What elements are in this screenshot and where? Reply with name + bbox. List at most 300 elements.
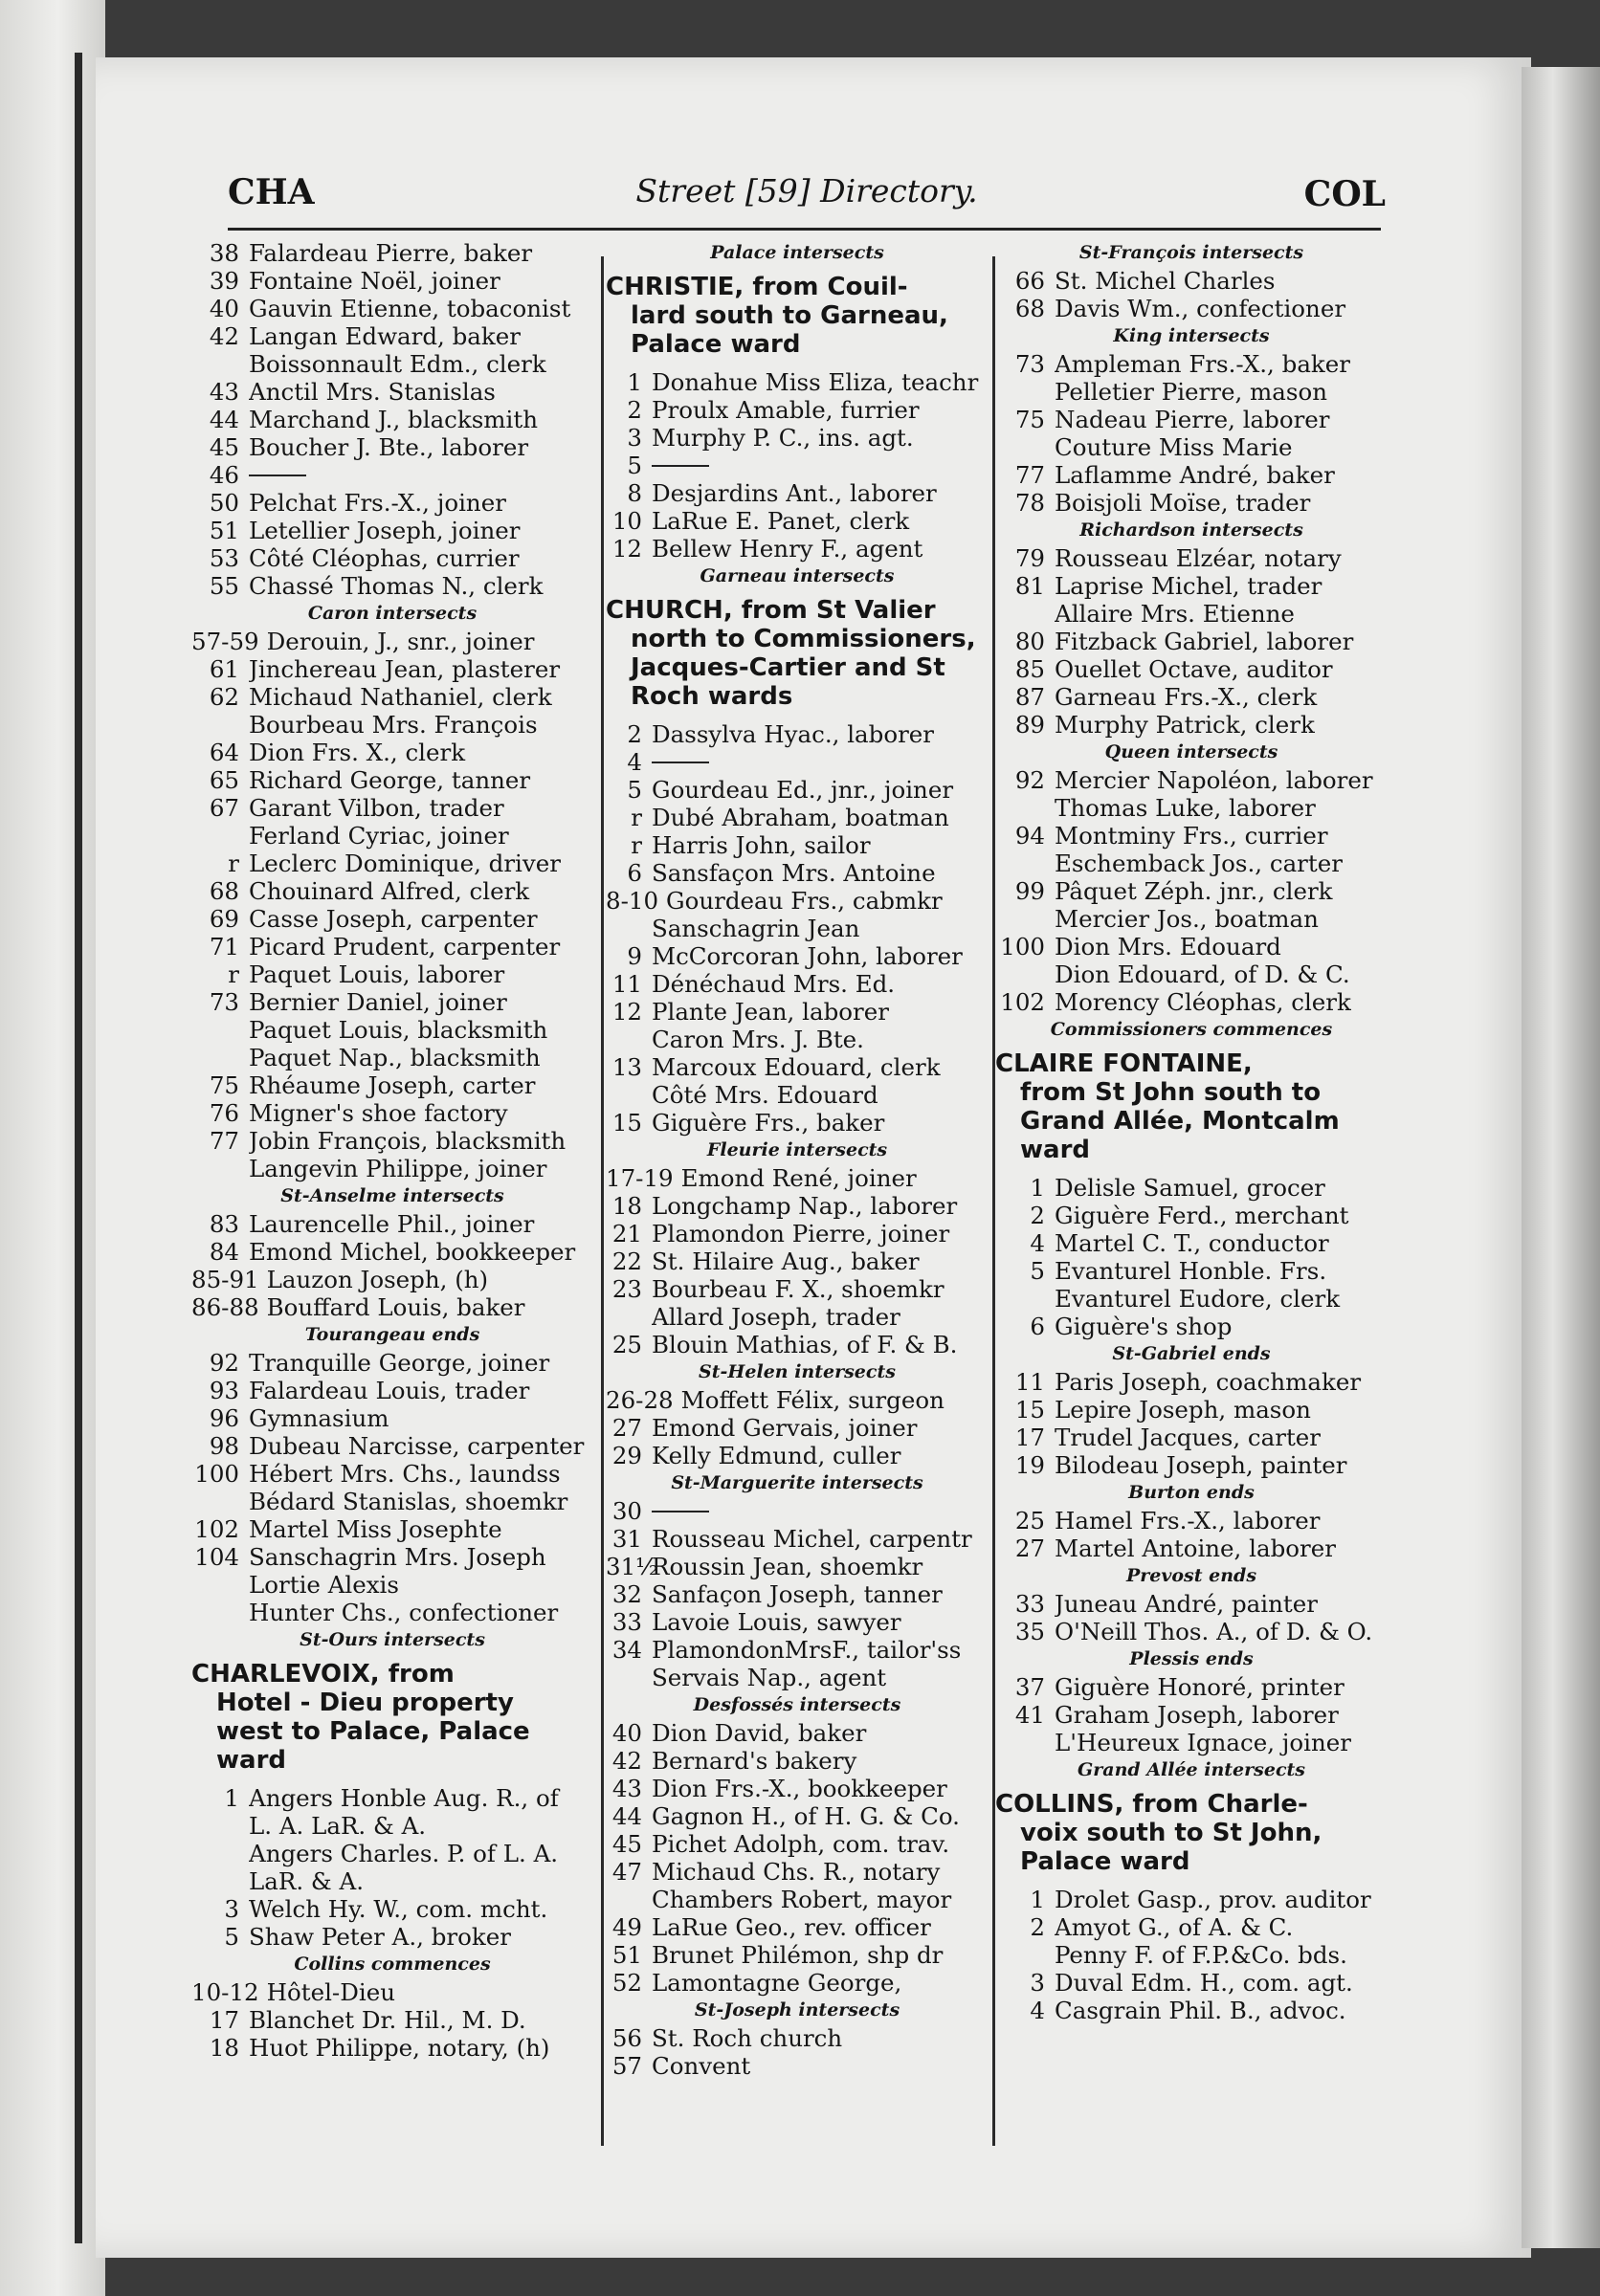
- resident-name: Penny F. of F.P.&Co. bds.: [1055, 1941, 1347, 1969]
- resident-name: McCorcoran John, laborer: [652, 942, 963, 970]
- resident-name: Graham Joseph, laborer: [1055, 1701, 1339, 1729]
- cross-street-note: Garneau intersects: [700, 565, 895, 586]
- directory-entry: [191, 433, 593, 461]
- resident-name: Hébert Mrs. Chs., laundss: [249, 1460, 561, 1488]
- resident-name: Dubeau Narcisse, carpenter: [249, 1432, 585, 1460]
- directory-entry: [191, 1460, 593, 1488]
- house-number: 75: [209, 1071, 239, 1099]
- directory-entry: [995, 1941, 1388, 1969]
- directory-entry: [606, 1830, 989, 1858]
- house-number: 35: [1014, 1618, 1045, 1645]
- house-number: 4: [1030, 1997, 1045, 2024]
- street-heading-line: Palace ward: [1020, 1847, 1190, 1876]
- resident-name: Lavoie Louis, sawyer: [652, 1608, 901, 1636]
- house-number: 21: [611, 1220, 642, 1247]
- resident-name: Shaw Peter A., broker: [249, 1923, 511, 1951]
- house-number: 66: [1014, 267, 1045, 295]
- resident-name: Huot Philippe, notary, (h): [249, 2034, 550, 2062]
- resident-name: Dubé Abraham, boatman: [652, 804, 949, 831]
- resident-name: Bernier Daniel, joiner: [249, 988, 507, 1016]
- house-number: 27: [611, 1414, 642, 1442]
- house-number: [191, 1840, 249, 1867]
- house-number: 75: [1014, 406, 1045, 433]
- directory-entry: [606, 452, 989, 479]
- resident-name: Hamel Frs.-X., laborer: [1055, 1507, 1321, 1534]
- cross-street-note: St-Joseph intersects: [694, 1999, 900, 2020]
- resident-name: Giguère Honoré, printer: [1055, 1673, 1344, 1701]
- house-number: 56: [611, 2024, 642, 2052]
- resident-name: LaRue Geo., rev. officer: [652, 1913, 931, 1941]
- directory-entry: [995, 1701, 1388, 1729]
- resident-name: Martel Miss Josephte: [249, 1515, 502, 1543]
- directory-entry: [995, 655, 1388, 683]
- resident-name: Ferland Cyriac, joiner: [249, 822, 509, 850]
- directory-entry: [606, 479, 989, 507]
- house-number: 2: [627, 720, 642, 748]
- directory-entry: [995, 1534, 1388, 1562]
- house-number: [995, 600, 1055, 628]
- house-number: 50: [209, 489, 239, 517]
- cross-street-note: Caron intersects: [307, 603, 478, 624]
- header-title: Street [59] Directory.: [635, 172, 978, 210]
- street-heading-line: lard south to Garneau,: [631, 301, 948, 330]
- cross-street-note: Desfossés intersects: [693, 1694, 901, 1715]
- directory-entry: [191, 1978, 593, 2006]
- directory-entry: [191, 1599, 593, 1626]
- resident-name: Martel C. T., conductor: [1055, 1229, 1329, 1257]
- directory-entry: [191, 1784, 593, 1812]
- directory-entry: [606, 2052, 989, 2080]
- resident-name: Gourdeau Ed., jnr., joiner: [652, 776, 954, 804]
- street-heading-line: Palace ward: [631, 330, 801, 359]
- directory-entry: [191, 683, 593, 711]
- directory-entry: [995, 1257, 1388, 1285]
- directory-entry: [606, 1109, 989, 1137]
- house-number: [191, 1488, 249, 1515]
- house-number: 31½: [606, 1553, 658, 1580]
- street-heading-line: Grand Allée, Montcalm: [1020, 1107, 1340, 1136]
- house-number: 22: [611, 1247, 642, 1275]
- house-number: [606, 1886, 652, 1913]
- directory-entry: [995, 350, 1388, 378]
- resident-name: Plante Jean, laborer: [652, 998, 889, 1026]
- directory-entry: [191, 766, 593, 794]
- house-number: 25: [611, 1331, 642, 1358]
- directory-entry: [606, 1192, 989, 1220]
- house-number: [995, 960, 1055, 988]
- resident-name: Blouin Mathias, of F. & B.: [652, 1331, 958, 1358]
- directory-entry: [995, 1886, 1388, 1913]
- house-number: 68: [209, 877, 239, 905]
- directory-entry: [606, 970, 989, 998]
- directory-entry: [995, 1368, 1388, 1396]
- resident-name: Giguère Ferd., merchant: [1055, 1202, 1349, 1229]
- resident-name: Falardeau Pierre, baker: [249, 239, 533, 267]
- directory-entry: [606, 368, 989, 396]
- resident-name: St. Hilaire Aug., baker: [652, 1247, 920, 1275]
- resident-name: Dassylva Hyac., laborer: [652, 720, 935, 748]
- house-number: 89: [1014, 711, 1045, 739]
- house-number: 51: [209, 517, 239, 544]
- house-number: 85: [1014, 655, 1045, 683]
- house-number: 3: [627, 424, 642, 452]
- house-number: 1: [627, 368, 642, 396]
- house-number: [606, 1303, 652, 1331]
- house-number: 11: [611, 970, 642, 998]
- resident-name: Rousseau Michel, carpentr: [652, 1525, 972, 1553]
- directory-entry: [606, 1913, 989, 1941]
- house-number: 2: [627, 396, 642, 424]
- directory-entry: [191, 2034, 593, 2062]
- header-rule: [228, 228, 1381, 231]
- directory-entry: [995, 988, 1388, 1016]
- directory-entry: [191, 1127, 593, 1155]
- house-number: 100: [194, 1460, 239, 1488]
- resident-name: Jobin François, blacksmith: [249, 1127, 567, 1155]
- resident-name: Pelletier Pierre, mason: [1055, 378, 1327, 406]
- house-number: 77: [209, 1127, 239, 1155]
- directory-entry: [191, 1266, 593, 1293]
- house-number: 4: [1030, 1229, 1045, 1257]
- resident-name: Giguère's shop: [1055, 1313, 1233, 1340]
- directory-entry: [606, 1719, 989, 1747]
- directory-entry: [606, 1386, 989, 1414]
- house-number: [191, 1867, 249, 1895]
- cross-street-note: Richardson intersects: [1079, 519, 1303, 541]
- resident-name: O'Neill Thos. A., of D. & O.: [1055, 1618, 1373, 1645]
- resident-name: Hunter Chs., confectioner: [249, 1599, 559, 1626]
- house-number: r: [228, 850, 239, 877]
- resident-name: Angers Charles. P. of L. A.: [249, 1840, 559, 1867]
- directory-entry: [995, 905, 1388, 933]
- resident-name: Michaud Chs. R., notary: [652, 1858, 941, 1886]
- house-number: 102: [194, 1515, 239, 1543]
- directory-entry: [191, 1488, 593, 1515]
- vacant-dash: [249, 461, 306, 476]
- directory-entry: [606, 507, 989, 535]
- cross-street-note: Palace intersects: [710, 242, 884, 263]
- house-number: 31: [611, 1525, 642, 1553]
- directory-entry: [191, 517, 593, 544]
- resident-name: Paquet Louis, blacksmith: [249, 1016, 548, 1044]
- directory-entry: [191, 1155, 593, 1182]
- house-number: 17: [1014, 1424, 1045, 1451]
- resident-name: Pelchat Frs.-X., joiner: [249, 489, 506, 517]
- house-number: 45: [611, 1830, 642, 1858]
- resident-name: Delisle Samuel, grocer: [1055, 1174, 1325, 1202]
- resident-name: Marcoux Edouard, clerk: [652, 1053, 941, 1081]
- resident-name: Garneau Frs.-X., clerk: [1055, 683, 1318, 711]
- cross-street-note: Prevost ends: [1125, 1565, 1257, 1586]
- house-number: 83: [209, 1210, 239, 1238]
- resident-name: PlamondonMrsF., tailor'ss: [652, 1636, 962, 1664]
- directory-entry: [606, 1636, 989, 1664]
- directory-entry: [995, 933, 1388, 960]
- directory-entry: [995, 406, 1388, 433]
- house-number: 51: [611, 1941, 642, 1969]
- header-left-guide: CHA: [228, 172, 315, 212]
- directory-entry: [606, 1331, 989, 1358]
- house-number: [606, 1081, 652, 1109]
- house-number: 87: [1014, 683, 1045, 711]
- column-2: [606, 239, 989, 2080]
- house-number: 13: [611, 1053, 642, 1081]
- street-heading-line: from St John south to: [1020, 1078, 1322, 1107]
- cross-street-note: Queen intersects: [1104, 741, 1278, 762]
- house-number: r: [631, 831, 642, 859]
- resident-name: Gourdeau Frs., cabmkr: [666, 887, 943, 915]
- house-number: 96: [209, 1404, 239, 1432]
- house-number: 73: [1014, 350, 1045, 378]
- house-number: 61: [209, 655, 239, 683]
- directory-entry: [995, 960, 1388, 988]
- directory-entry: [995, 378, 1388, 406]
- directory-entry: [191, 877, 593, 905]
- directory-entry: [191, 1293, 593, 1321]
- house-number: 34: [611, 1636, 642, 1664]
- directory-entry: [606, 1303, 989, 1331]
- column-3: [995, 239, 1388, 2024]
- resident-name: Longchamp Nap., laborer: [652, 1192, 958, 1220]
- directory-entry: [606, 424, 989, 452]
- street-heading: [606, 596, 989, 711]
- resident-name: Eschemback Jos., carter: [1055, 850, 1343, 877]
- resident-name: Garant Vilbon, trader: [249, 794, 504, 822]
- house-number: 98: [209, 1432, 239, 1460]
- resident-name: Sanschagrin Mrs. Joseph: [249, 1543, 546, 1571]
- directory-entry: [606, 1164, 989, 1192]
- resident-name: Richard George, tanner: [249, 766, 531, 794]
- resident-name: Côté Cléophas, currier: [249, 544, 520, 572]
- resident-name: Michaud Nathaniel, clerk: [249, 683, 552, 711]
- resident-name: Convent: [652, 2052, 751, 2080]
- resident-name: Brunet Philémon, shp dr: [652, 1941, 944, 1969]
- directory-entry: [606, 1941, 989, 1969]
- house-number: 11: [1014, 1368, 1045, 1396]
- house-number: 6: [1030, 1313, 1045, 1340]
- resident-name: Kelly Edmund, culler: [652, 1442, 901, 1469]
- directory-entry: [995, 766, 1388, 794]
- house-number: 67: [209, 794, 239, 822]
- directory-entry: [995, 600, 1388, 628]
- street-heading-line: CLAIRE FONTAINE,: [995, 1049, 1253, 1078]
- street-heading: [191, 1660, 593, 1775]
- resident-name: Chambers Robert, mayor: [652, 1886, 952, 1913]
- resident-name: Emond Michel, bookkeeper: [249, 1238, 576, 1266]
- house-number: 76: [209, 1099, 239, 1127]
- resident-name: Côté Mrs. Edouard: [652, 1081, 878, 1109]
- house-number: 26-28: [606, 1386, 674, 1414]
- resident-name: St. Michel Charles: [1055, 267, 1276, 295]
- directory-entry: [191, 1377, 593, 1404]
- resident-name: Proulx Amable, furrier: [652, 396, 920, 424]
- resident-name: Gauvin Etienne, tobaconist: [249, 295, 571, 322]
- resident-name: Boissonnault Edm., clerk: [249, 350, 546, 378]
- directory-entry: [191, 544, 593, 572]
- resident-name: Allaire Mrs. Etienne: [1055, 600, 1295, 628]
- directory-entry: [995, 711, 1388, 739]
- house-number: 93: [209, 1377, 239, 1404]
- resident-name: Dion Mrs. Edouard: [1055, 933, 1281, 960]
- street-heading: [606, 273, 989, 359]
- resident-name: Mercier Jos., boatman: [1055, 905, 1319, 933]
- resident-name: Juneau André, painter: [1055, 1590, 1318, 1618]
- resident-name: Paris Joseph, coachmaker: [1055, 1368, 1362, 1396]
- resident-name: Paquet Nap., blacksmith: [249, 1044, 541, 1071]
- directory-entry: [606, 776, 989, 804]
- resident-name: Migner's shoe factory: [249, 1099, 508, 1127]
- resident-name: Bourbeau Mrs. François: [249, 711, 538, 739]
- resident-name: Boisjoli Moïse, trader: [1055, 489, 1311, 517]
- house-number: 73: [209, 988, 239, 1016]
- resident-name: Lortie Alexis: [249, 1571, 399, 1599]
- directory-entry: [191, 1349, 593, 1377]
- cross-street-note: Collins commences: [294, 1954, 491, 1975]
- directory-entry: [191, 739, 593, 766]
- house-number: 43: [209, 378, 239, 406]
- directory-entry: [606, 1081, 989, 1109]
- vacant-dash: [652, 748, 709, 763]
- resident-name: Sanfaçon Joseph, tanner: [652, 1580, 943, 1608]
- directory-entry: [191, 1404, 593, 1432]
- resident-name: Dion David, baker: [652, 1719, 867, 1747]
- house-number: 49: [611, 1913, 642, 1941]
- directory-entry: [606, 1414, 989, 1442]
- resident-name: Jinchereau Jean, plasterer: [249, 655, 561, 683]
- directory-entry: [191, 1210, 593, 1238]
- directory-entry: [191, 1543, 593, 1571]
- resident-name: Bédard Stanislas, shoemkr: [249, 1488, 568, 1515]
- resident-name: Laflamme André, baker: [1055, 461, 1335, 489]
- house-number: 64: [209, 739, 239, 766]
- directory-entry: [995, 683, 1388, 711]
- resident-name: Bernard's bakery: [652, 1747, 857, 1775]
- directory-entry: [606, 831, 989, 859]
- directory-entry: [191, 1016, 593, 1044]
- cross-street-note: St-Helen intersects: [699, 1361, 896, 1382]
- resident-name: Thomas Luke, laborer: [1055, 794, 1316, 822]
- resident-name: Dénéchaud Mrs. Ed.: [652, 970, 896, 998]
- house-number: [191, 1155, 249, 1182]
- house-number: 94: [1014, 822, 1045, 850]
- house-number: 4: [627, 748, 642, 776]
- house-number: [191, 1599, 249, 1626]
- resident-name: St. Roch church: [652, 2024, 843, 2052]
- house-number: [995, 794, 1055, 822]
- street-heading: [995, 1790, 1388, 1876]
- resident-name: Bouffard Louis, baker: [266, 1293, 525, 1321]
- directory-entry: [191, 1840, 593, 1867]
- resident-name: Duval Edm. H., com. agt.: [1055, 1969, 1353, 1997]
- directory-entry: [606, 1525, 989, 1553]
- directory-entry: [191, 1432, 593, 1460]
- street-heading-line: Jacques-Cartier and St: [631, 653, 945, 682]
- resident-name: L. A. LaR. & A.: [249, 1812, 427, 1840]
- house-number: 69: [209, 905, 239, 933]
- house-number: 79: [1014, 544, 1045, 572]
- directory-entry: [191, 350, 593, 378]
- running-header: [228, 172, 1386, 230]
- resident-name: Lamontagne George,: [652, 1969, 902, 1997]
- resident-name: Lauzon Joseph, (h): [266, 1266, 489, 1293]
- directory-entry: [191, 822, 593, 850]
- directory-entry: [995, 1507, 1388, 1534]
- house-number: 12: [611, 535, 642, 563]
- cross-street-note: King intersects: [1113, 325, 1270, 346]
- directory-entry: [606, 396, 989, 424]
- resident-name: Murphy Patrick, clerk: [1055, 711, 1315, 739]
- street-heading-line: CHRISTIE, from Couil-: [606, 273, 908, 301]
- resident-name: Marchand J., blacksmith: [249, 406, 539, 433]
- street-heading-line: Roch wards: [631, 682, 793, 711]
- house-number: 29: [611, 1442, 642, 1469]
- resident-name: Pâquet Zéph. jnr., clerk: [1055, 877, 1333, 905]
- resident-name: LaRue E. Panet, clerk: [652, 507, 910, 535]
- resident-name: Fitzback Gabriel, laborer: [1055, 628, 1354, 655]
- house-number: 52: [611, 1969, 642, 1997]
- directory-entry: [995, 1590, 1388, 1618]
- directory-entry: [191, 655, 593, 683]
- directory-entry: [606, 915, 989, 942]
- directory-entry: [191, 905, 593, 933]
- house-number: 65: [209, 766, 239, 794]
- page-stack-edge: [1522, 67, 1600, 2248]
- house-number: 37: [1014, 1673, 1045, 1701]
- cross-street-note: Fleurie intersects: [706, 1139, 888, 1160]
- resident-name: Lepire Joseph, mason: [1055, 1396, 1311, 1424]
- resident-name: Laprise Michel, trader: [1055, 572, 1322, 600]
- house-number: 71: [209, 933, 239, 960]
- house-number: [191, 822, 249, 850]
- directory-entry: [191, 461, 593, 489]
- directory-entry: [995, 1396, 1388, 1424]
- resident-name: Drolet Gasp., prov. auditor: [1055, 1886, 1371, 1913]
- directory-entry: [606, 2024, 989, 2052]
- resident-name: Plamondon Pierre, joiner: [652, 1220, 950, 1247]
- house-number: 78: [1014, 489, 1045, 517]
- resident-name: Sansfaçon Mrs. Antoine: [652, 859, 936, 887]
- resident-name: Roussin Jean, shoemkr: [652, 1553, 923, 1580]
- house-number: 55: [209, 572, 239, 600]
- house-number: 80: [1014, 628, 1045, 655]
- house-number: 92: [209, 1349, 239, 1377]
- directory-entry: [606, 1497, 989, 1525]
- house-number: 99: [1014, 877, 1045, 905]
- street-heading-line: Hotel - Dieu property: [216, 1689, 514, 1717]
- directory-entry: [606, 748, 989, 776]
- directory-entry: [606, 1275, 989, 1303]
- resident-name: L'Heureux Ignace, joiner: [1055, 1729, 1351, 1756]
- house-number: 12: [611, 998, 642, 1026]
- resident-name: Hôtel-Dieu: [266, 1978, 395, 2006]
- house-number: [995, 1729, 1055, 1756]
- directory-entry: [995, 1997, 1388, 2024]
- street-heading-line: ward: [1020, 1136, 1090, 1164]
- resident-name: Picard Prudent, carpenter: [249, 933, 561, 960]
- directory-entry: [191, 1044, 593, 1071]
- directory-entry: [191, 406, 593, 433]
- house-number: [606, 1664, 652, 1691]
- house-number: 8: [627, 479, 642, 507]
- resident-name: Evanturel Honble. Frs.: [1055, 1257, 1327, 1285]
- house-number: 9: [627, 942, 642, 970]
- house-number: 57: [611, 2052, 642, 2080]
- directory-entry: [191, 1867, 593, 1895]
- directory-entry: [606, 1802, 989, 1830]
- house-number: 2: [1030, 1202, 1045, 1229]
- directory-entry: [191, 572, 593, 600]
- resident-name: Tranquille George, joiner: [249, 1349, 550, 1377]
